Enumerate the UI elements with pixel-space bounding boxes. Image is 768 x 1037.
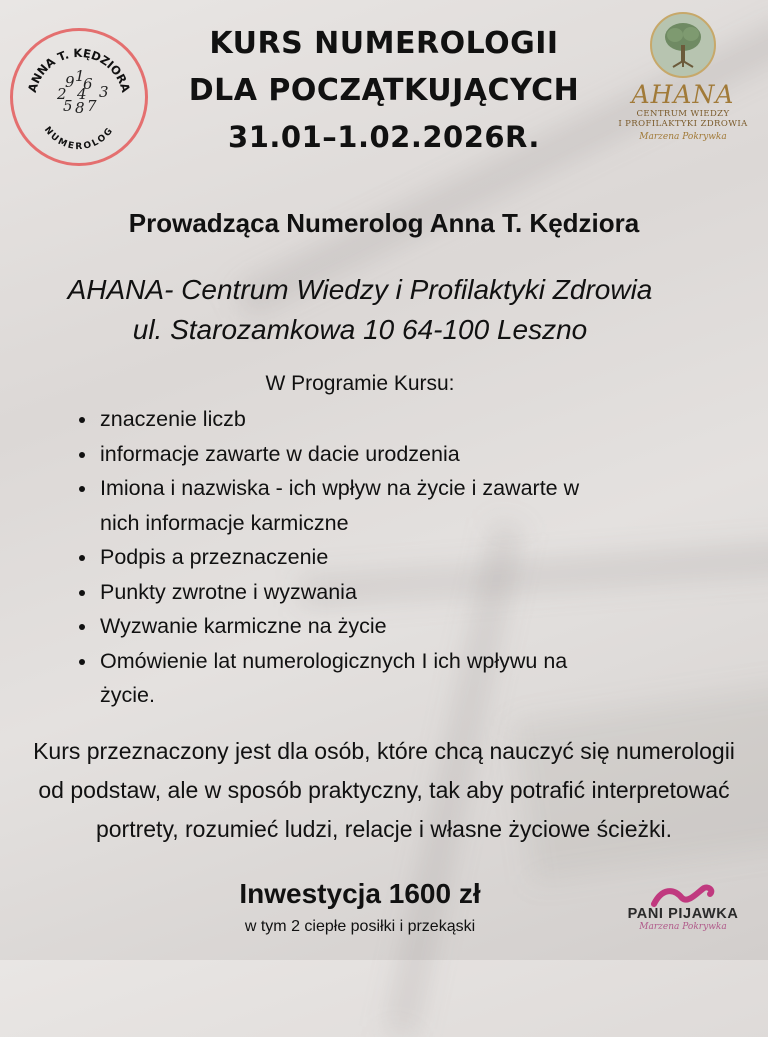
pani-pijawka-name: PANI PIJAWKA — [627, 906, 739, 922]
stamp-digit: 7 — [87, 97, 97, 115]
investment-price: Inwestycja 1600 zł — [239, 878, 481, 909]
leech-wave-icon — [648, 884, 718, 908]
course-description: Kurs przeznaczony jest dla osób, które chcą nauczyć się numerologii od podstaw, ale w sposób praktyczny, tak aby potrafić interpretować portrety, rozumieć ludzi, relacje i własne życiowe ścieżki. — [33, 738, 735, 842]
tree-icon — [650, 12, 716, 78]
pani-pijawka-signature: Marzena Pokrywka — [639, 922, 727, 932]
venue-address: ul. Starozamkowa 10 64-100 Leszno — [132, 314, 588, 345]
stamp-digit: 1 — [75, 67, 85, 85]
ahana-logo — [612, 12, 754, 142]
numerolog-stamp-logo — [10, 28, 148, 166]
course-title — [150, 20, 618, 161]
venue-name: AHANA- Centrum Wiedzy i Profilaktyki Zdrowia — [67, 274, 653, 305]
stamp-digit: 8 — [75, 99, 85, 117]
list-item: • Punkty zwrotne i wyzwania — [98, 575, 618, 610]
list-item: • Omówienie lat numerologicznych I ich wpływu na życie. — [98, 644, 618, 713]
list-item: • znaczenie liczb — [98, 402, 618, 437]
venue — [0, 270, 720, 350]
ahana-subtitle-2: I PROFILAKTYKI ZDROWIA — [618, 119, 748, 129]
list-item: • informacje zawarte w dacie urodzenia — [98, 437, 618, 472]
program-list — [60, 402, 618, 713]
stamp-top-text: ANNA T. KĘDZIORA — [24, 45, 134, 94]
stamp-digit: 3 — [99, 83, 109, 101]
stamp-digit: 9 — [65, 73, 75, 91]
pani-pijawka-logo — [612, 884, 754, 932]
list-item: • Podpis a przeznaczenie — [98, 540, 618, 575]
course-date: 31.01–1.02.2026R. — [228, 120, 540, 154]
leader-line: Prowadząca Numerolog Anna T. Kędziora — [128, 208, 640, 238]
ahana-signature: Marzena Pokrywka — [639, 132, 727, 142]
stamp-digit: 5 — [63, 97, 73, 115]
stamp-digit: 2 — [57, 85, 67, 103]
stamp-bottom-text: NUMEROLOG — [41, 125, 117, 153]
list-item: • Wyzwanie karmiczne na życie — [98, 609, 618, 644]
ahana-subtitle-1: CENTRUM WIEDZY — [636, 109, 730, 119]
ahana-brand: AHANA — [631, 80, 735, 109]
title-line-2: DLA POCZĄTKUJĄCYCH — [188, 73, 580, 108]
title-line-1: KURS NUMEROLOGII — [209, 26, 559, 61]
list-item: • Imiona i nazwiska - ich wpływ na życie i zawarte w nich informacje karmiczne — [98, 471, 618, 540]
svg-text:NUMEROLOG — [42, 125, 116, 152]
stamp-digit: 6 — [83, 75, 93, 93]
investment-note: w tym 2 ciepłe posiłki i przekąski — [244, 918, 476, 935]
stamp-digit: 4 — [77, 85, 87, 103]
program-heading: W Programie Kursu: — [265, 372, 455, 395]
